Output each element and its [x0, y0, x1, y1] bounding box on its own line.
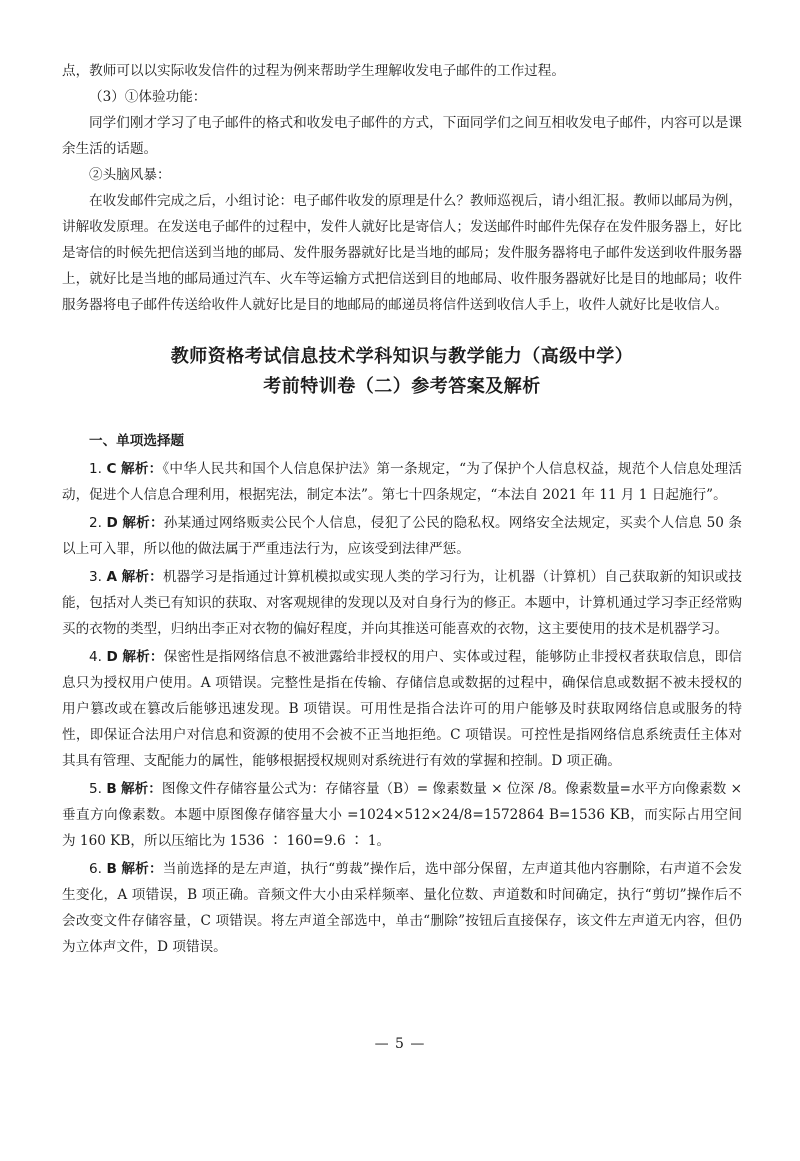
- answer-letter: D: [106, 649, 118, 665]
- page-number: — 5 —: [374, 1036, 426, 1052]
- analysis-text: 《中华人民共和国个人信息保护法》第一条规定，“为了保护个人信息权益，规范个人信息处理活动，促进个人信息合理利用，根据宪法，制定本法”。第七十四条规定，“本法自 2021 年 11 月 1 日起施行”。: [62, 461, 742, 503]
- analysis-text: 图像文件存储容量公式为：存储容量（B）= 像素数量 × 位深 /8。像素数量=水平方向像素数 × 垂直方向像素数。本题中原图像存储容量大小 =1024×512×24/8=1572864 B=1536 KB，而实际占用空间为 160 KB，所以压缩比为 1536 ∶ 160=9.6 ∶ 1。: [62, 781, 743, 849]
- document-page: [62, 58, 742, 960]
- analysis-label: 解析：: [121, 461, 163, 477]
- brainstorm-text: 在收发邮件完成之后，小组讨论：电子邮件收发的原理是什么？教师巡视后，请小组汇报。教师以邮局为例，讲解收发原理。在发送电子邮件的过程中，发件人就好比是寄信人；发送邮件时邮件先保存在发件服务器上，好比是寄信的时候先把信送到当地的邮局、发件服务器就好比是当地的邮局；发件服务器将电子邮件发送到收件服务器上，就好比是当地的邮局通过汽车、火车等运输方式把信送到目的地邮局、收件服务器就好比是目的地邮局；收件服务器将电子邮件传送给收件人就好比是目的地邮局的邮递员将信件送到收信人手上，收件人就好比是收信人。: [62, 193, 742, 313]
- intro-line: 点，教师可以以实际收发信件的过程为例来帮助学生理解收发电子邮件的工作过程。: [62, 63, 565, 79]
- question-number: 6.: [89, 861, 102, 877]
- question-number: 1.: [89, 461, 102, 477]
- answer-letter: A: [106, 569, 118, 585]
- section-heading: 一、单项选择题: [89, 433, 185, 449]
- question-number: 3.: [89, 569, 102, 585]
- analysis-label: 解析：: [121, 569, 163, 585]
- answer-key-title: [62, 342, 742, 402]
- analysis-label: 解析：: [122, 649, 164, 665]
- analysis-label: 解析：: [122, 515, 164, 531]
- analysis-label: 解析：: [121, 861, 163, 877]
- question-number: 2.: [89, 515, 102, 531]
- question-1: [62, 456, 742, 508]
- question-number: 5.: [89, 781, 102, 797]
- analysis-text: 机器学习是指通过计算机模拟或实现人类的学习行为，让机器（计算机）自己获取新的知识或技能，包括对人类已有知识的获取、对客观规律的发现以及对自身行为的修正。本题中，计算机通过学习李正经常购买的衣物的类型，归纳出李正对衣物的偏好程度，并向其推送可能喜欢的衣物，这主要使用的技术是机器学习。: [62, 569, 743, 637]
- answer-letter: C: [106, 461, 117, 477]
- answer-letter: B: [106, 861, 117, 877]
- answer-letter: B: [106, 781, 117, 797]
- analysis-text: 当前选择的是左声道，执行“剪裁”操作后，选中部分保留，左声道其他内容删除，右声道不会发生变化，A 项错误，B 项正确。音频文件大小由采样频率、量化位数、声道数和时间确定，执行“剪切”操作后不会改变文件存储容量，C 项错误。将左声道全部选中，单击“删除”按钮后直接保存，该文件左声道无内容，但仍为立体声文件，D 项错误。: [62, 861, 742, 955]
- question-3: [62, 564, 742, 642]
- analysis-label: 解析：: [121, 781, 162, 797]
- step3-text: 同学们刚才学习了电子邮件的格式和收发电子邮件的方式，下面同学们之间互相收发电子邮件，内容可以是课余生活的话题。: [62, 115, 742, 157]
- question-6: [62, 856, 742, 960]
- question-4: [62, 644, 742, 774]
- title-line-2: 考前特训卷（二）参考答案及解析: [263, 376, 541, 397]
- analysis-text: 孙某通过网络贩卖公民个人信息，侵犯了公民的隐私权。网络安全法规定，买卖个人信息 50 条以上可入罪，所以他的做法属于严重违法行为，应该受到法律严惩。: [62, 515, 743, 557]
- question-2: [62, 510, 742, 562]
- brainstorm-label: ②头脑风暴：: [89, 167, 171, 183]
- step3-label: （3）①体验功能：: [89, 89, 207, 105]
- answer-letter: D: [106, 515, 118, 531]
- question-number: 4.: [89, 649, 102, 665]
- title-line-1: 教师资格考试信息技术学科知识与教学能力（高级中学）: [170, 346, 634, 367]
- analysis-text: 保密性是指网络信息不被泄露给非授权的用户、实体或过程，能够防止非授权者获取信息，即信息只为授权用户使用。A 项错误。完整性是指在传输、存储信息或数据的过程中，确保信息或数据不被未授权的用户篡改或在篡改后能够迅速发现。B 项错误。可用性是指合法许可的用户能够及时获取网络信息或服务的特性，即保证合法用户对信息和资源的使用不会被不正当地拒绝。C 项错误。可控性是指网络信息系统责任主体对其具有管理、支配能力的属性，能够根据授权规则对系统进行有效的掌握和控制。D 项正确。: [62, 649, 743, 769]
- question-5: [62, 776, 742, 854]
